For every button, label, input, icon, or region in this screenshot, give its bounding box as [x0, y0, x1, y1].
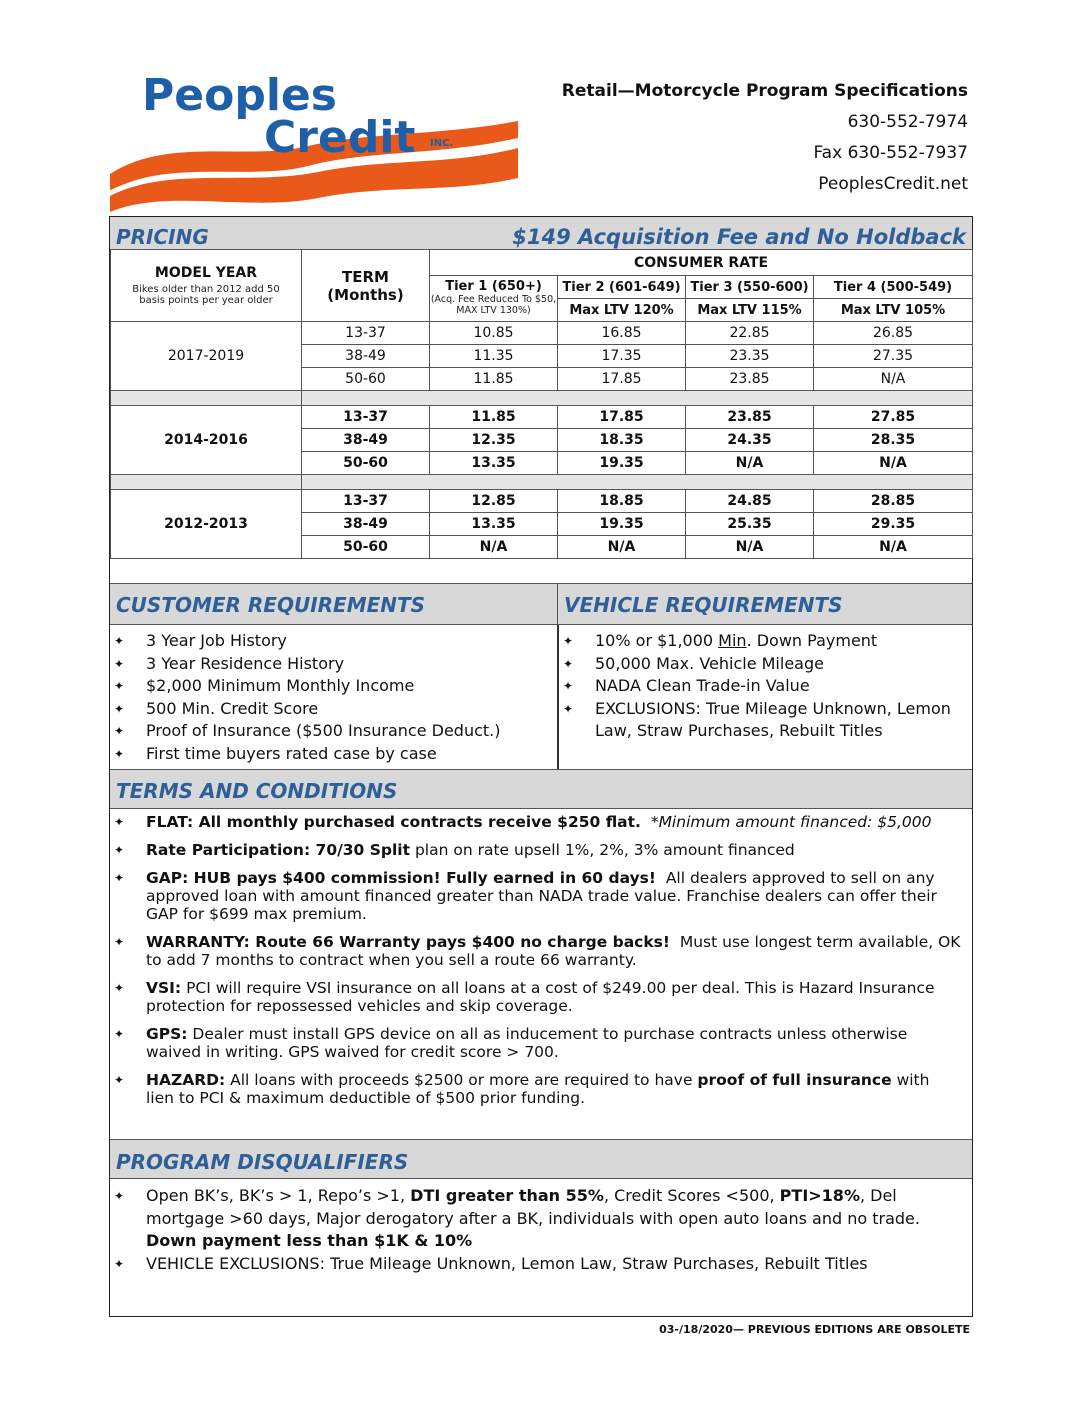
rate-cell: 23.35 — [686, 345, 814, 368]
list-item: ✦ VEHICLE EXCLUSIONS: True Mileage Unknown, Lemon Law, Straw Purchases, Rebuilt Titles — [114, 1253, 868, 1273]
list-item: ✦ Rate Participation: 70/30 Split plan on rate upsell 1%, 2%, 3% amount financed — [114, 841, 795, 859]
term-cell: 13-37 — [302, 490, 430, 513]
list-item: ✦ HAZARD: All loans with proceeds $2500 or more are required to have proof of full insurance with lien to PCI & maximum deductible of $500 prior funding. — [114, 1071, 930, 1107]
rate-cell: 28.85 — [814, 490, 973, 513]
header-block — [562, 76, 968, 200]
list-item: ✦ NADA Clean Trade-in Value — [563, 676, 810, 695]
list-item: ✦ 3 Year Residence History — [114, 653, 345, 673]
disqualifiers-list — [110, 1185, 972, 1275]
table-row — [111, 322, 973, 345]
pricing-table — [110, 249, 973, 559]
tier1-header: Tier 1 (650+) (Acq. Fee Reduced To $50, MAX LTV 130%) — [430, 276, 558, 322]
term-cell: 13-37 — [302, 322, 430, 345]
term-cell: 50-60 — [302, 452, 430, 475]
rate-cell: 26.85 — [814, 322, 973, 345]
term-cell: 13-37 — [302, 406, 430, 429]
rate-cell: 12.85 — [430, 490, 558, 513]
phone-number: 630-552-7974 — [847, 112, 968, 132]
year-cell: 2014-2016 — [111, 406, 302, 475]
rate-cell: 11.35 — [430, 345, 558, 368]
rate-cell: N/A — [814, 368, 973, 391]
logo-suffix: INC. — [430, 138, 454, 149]
tier2-ltv: Max LTV 120% — [558, 299, 686, 322]
pricing-heading — [110, 217, 972, 250]
terms-heading: TERMS AND CONDITIONS — [110, 769, 972, 809]
pricing-title: PRICING — [116, 225, 209, 249]
list-item: ✦ FLAT: All monthly purchased contracts receive $250 flat. *Minimum amount financed: $5,000 — [114, 813, 932, 831]
term-cell: 38-49 — [302, 513, 430, 536]
term-cell: 50-60 — [302, 536, 430, 559]
rate-cell: 28.35 — [814, 429, 973, 452]
spec-frame — [109, 216, 973, 1317]
rate-cell: 19.35 — [558, 452, 686, 475]
list-item: ✦ WARRANTY: Route 66 Warranty pays $400 no charge backs! Must use longest term available, OK to add 7 months to contract when you sell a route 66 warranty. — [114, 933, 961, 969]
list-item: ✦ First time buyers rated case by case — [114, 743, 437, 763]
website: PeoplesCredit.net — [818, 174, 968, 194]
rate-cell: 29.35 — [814, 513, 973, 536]
rate-cell: 17.35 — [558, 345, 686, 368]
rate-cell: 16.85 — [558, 322, 686, 345]
spacer-row — [111, 475, 973, 490]
rate-cell: 11.85 — [430, 368, 558, 391]
rate-cell: N/A — [430, 536, 558, 559]
rate-cell: 18.85 — [558, 490, 686, 513]
list-item: ✦ Open BK’s, BK’s > 1, Repo’s >1, DTI greater than 55%, Credit Scores <500, PTI>18%, Del mortgage >60 days, Major derogatory after a BK, individuals with open auto loans and no trade. Down payment less than $1K & 10% — [114, 1186, 920, 1250]
term-cell: 50-60 — [302, 368, 430, 391]
rate-cell: 23.85 — [686, 368, 814, 391]
list-item: ✦ 500 Min. Credit Score — [114, 698, 319, 718]
rate-cell: 11.85 — [430, 406, 558, 429]
list-item: ✦ GPS: Dealer must install GPS device on all as inducement to purchase contracts unless otherwise waived in writing. GPS waived for credit score > 700. — [114, 1025, 908, 1061]
tier3-ltv: Max LTV 115% — [686, 299, 814, 322]
disqualifiers-heading: PROGRAM DISQUALIFIERS — [110, 1139, 972, 1179]
list-item: ✦ Proof of Insurance ($500 Insurance Deduct.) — [114, 721, 501, 740]
rate-cell: 13.35 — [430, 513, 558, 536]
rate-cell: 10.85 — [430, 322, 558, 345]
footer-note: 03-/18/2020— PREVIOUS EDITIONS ARE OBSOLETE — [659, 1323, 970, 1336]
table-row — [111, 406, 973, 429]
rate-cell: 12.35 — [430, 429, 558, 452]
tier3-header: Tier 3 (550-600) — [686, 276, 814, 299]
rate-cell: 24.85 — [686, 490, 814, 513]
vehicle-req-list — [559, 630, 964, 743]
list-item: ✦ $2,000 Minimum Monthly Income — [114, 676, 415, 695]
rate-cell: 17.85 — [558, 406, 686, 429]
term-header: TERM (Months) — [302, 250, 430, 322]
customer-req-heading: CUSTOMER REQUIREMENTS — [110, 583, 558, 625]
vehicle-req-heading: VEHICLE REQUIREMENTS — [558, 583, 972, 625]
tier4-header: Tier 4 (500-549) — [814, 276, 973, 299]
list-item: ✦ EXCLUSIONS: True Mileage Unknown, Lemon Law, Straw Purchases, Rebuilt Titles — [563, 698, 951, 740]
rate-cell: N/A — [814, 452, 973, 475]
terms-list — [110, 813, 972, 1117]
table-row — [111, 490, 973, 513]
rate-cell: 25.35 — [686, 513, 814, 536]
peoples-credit-logo — [108, 66, 520, 214]
rate-cell: 23.85 — [686, 406, 814, 429]
rate-cell: 13.35 — [430, 452, 558, 475]
logo-line2: Credit — [264, 112, 416, 163]
list-item: ✦ VSI: PCI will require VSI insurance on all loans at a cost of $249.00 per deal. This is Hazard Insurance protection for repossessed vehicles and skip coverage. — [114, 979, 935, 1015]
rate-cell: 24.35 — [686, 429, 814, 452]
model-year-header: MODEL YEAR Bikes older than 2012 add 50 basis points per year older — [111, 250, 302, 322]
rate-cell: 18.35 — [558, 429, 686, 452]
rate-cell: 17.85 — [558, 368, 686, 391]
fee-note: $149 Acquisition Fee and No Holdback — [512, 225, 966, 249]
term-cell: 38-49 — [302, 429, 430, 452]
list-item: ✦ GAP: HUB pays $400 commission! Fully earned in 60 days! All dealers approved to sell on any approved loan with amount financed greater than NADA trade value. Franchise dealers can offer their GAP for $699 max premium. — [114, 869, 937, 923]
spacer-row — [111, 391, 973, 406]
term-cell: 38-49 — [302, 345, 430, 368]
tier2-header: Tier 2 (601-649) — [558, 276, 686, 299]
rate-cell: 27.85 — [814, 406, 973, 429]
list-item: ✦ 50,000 Max. Vehicle Mileage — [563, 653, 824, 673]
doc-title: Retail—Motorcycle Program Specifications — [561, 81, 968, 101]
rate-cell: N/A — [558, 536, 686, 559]
rate-cell: 27.35 — [814, 345, 973, 368]
list-item: ✦ 3 Year Job History — [114, 631, 287, 650]
consumer-rate-header: CONSUMER RATE — [430, 250, 973, 276]
year-cell: 2017-2019 — [111, 322, 302, 391]
rate-cell: 19.35 — [558, 513, 686, 536]
customer-req-list — [110, 630, 550, 765]
rate-cell: N/A — [814, 536, 973, 559]
logo-line1: Peoples — [142, 70, 337, 121]
fax-number: Fax 630-552-7937 — [813, 143, 968, 163]
rate-cell: 22.85 — [686, 322, 814, 345]
rate-cell: N/A — [686, 536, 814, 559]
year-cell: 2012-2013 — [111, 490, 302, 559]
list-item: ✦ 10% or $1,000 Min. Down Payment — [563, 631, 878, 650]
tier4-ltv: Max LTV 105% — [814, 299, 973, 322]
rate-cell: N/A — [686, 452, 814, 475]
